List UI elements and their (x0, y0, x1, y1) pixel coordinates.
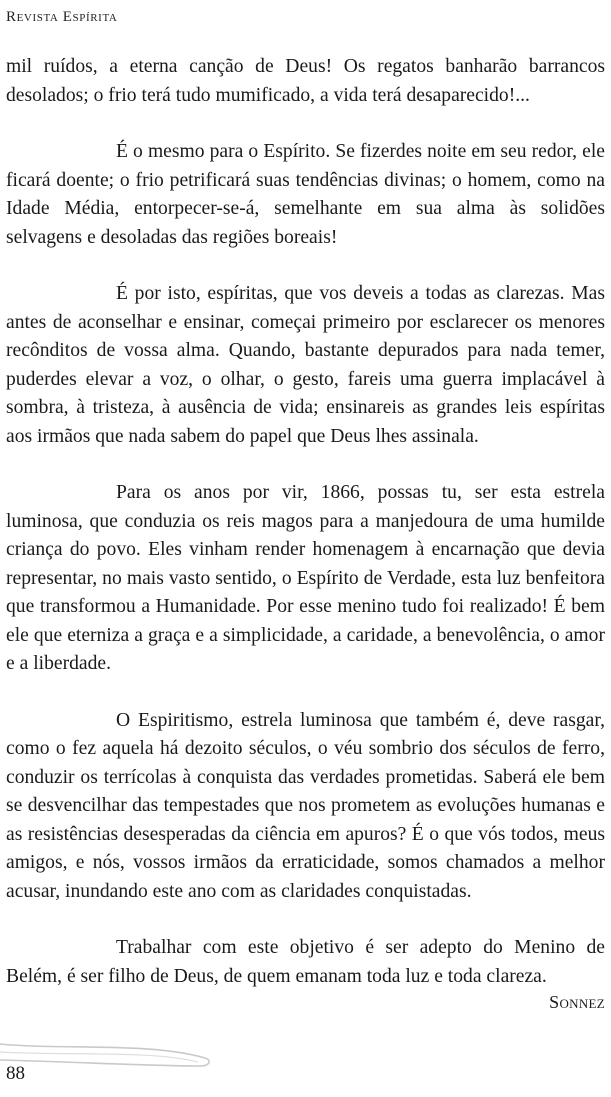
author-signature: Sonnez (549, 992, 605, 1012)
page-body (6, 53, 605, 991)
paragraph-3: É por isto, espíritas, que vos deveis a todas as clarezas. Mas antes de aconselhar e ensinar, começai primeiro por esclarecer os menores recônditos de vossa alma. Quando, bastante depurados para nada temer, puderdes elevar a voz, o olhar, o gesto, fareis uma guerra implacável à sombra, à tristeza, à ausência de vida; ensinareis as grandes leis espíritas aos irmãos que nada sabem do papel que Deus lhes assinala. (6, 283, 605, 447)
paragraph-6: Trabalhar com este objetivo é ser adepto do Menino de Belém, é ser filho de Deus, de quem emanam toda luz e toda clareza. (6, 937, 605, 987)
running-head: Revista Espírita (6, 9, 118, 25)
paragraph-2: É o mesmo para o Espírito. Se fizerdes noite em seu redor, ele ficará doente; o frio petrificará suas tendências divinas; o homem, como na Idade Média, entorpecer-se-á, semelhante em sua alma às solidões selvagens e desoladas das regiões boreais! (6, 141, 605, 248)
paragraph-4: Para os anos por vir, 1866, possas tu, ser esta estrela luminosa, que conduzia os reis magos para a manjedoura de uma humilde criança do povo. Eles vinham render homenagem à encarnação que devia representar, no mais vasto sentido, o Espírito de Verdade, esta luz benfeitora que transformou a Humanidade. Por esse menino tudo foi realizado! É bem ele que eterniza a graça e a simplicidade, a caridade, a benevolência, o amor e a liberdade. (6, 482, 605, 674)
page-number: 88 (6, 1063, 25, 1084)
paragraph-5: O Espiritismo, estrela luminosa que também é, deve rasgar, como o fez aquela há dezoito séculos, o véu sombrio dos séculos de ferro, conduzir os terrícolas à conquista das verdades prometidas. Saberá ele bem se desvencilhar das tempestades que nos prometem as evoluções humanas e as resistências desesperadas da ciência em apuros? É o que vós todos, meus amigos, e nós, vossos irmãos da erraticidade, somos chamados a melhor acusar, inundando este ano com as claridades conquistadas. (6, 709, 605, 902)
decorative-swoosh-icon (0, 1036, 220, 1072)
paragraph-1: mil ruídos, a eterna canção de Deus! Os regatos banharão barrancos desolados; o frio terá tudo mumificado, a vida terá desaparecido!... (6, 56, 605, 106)
